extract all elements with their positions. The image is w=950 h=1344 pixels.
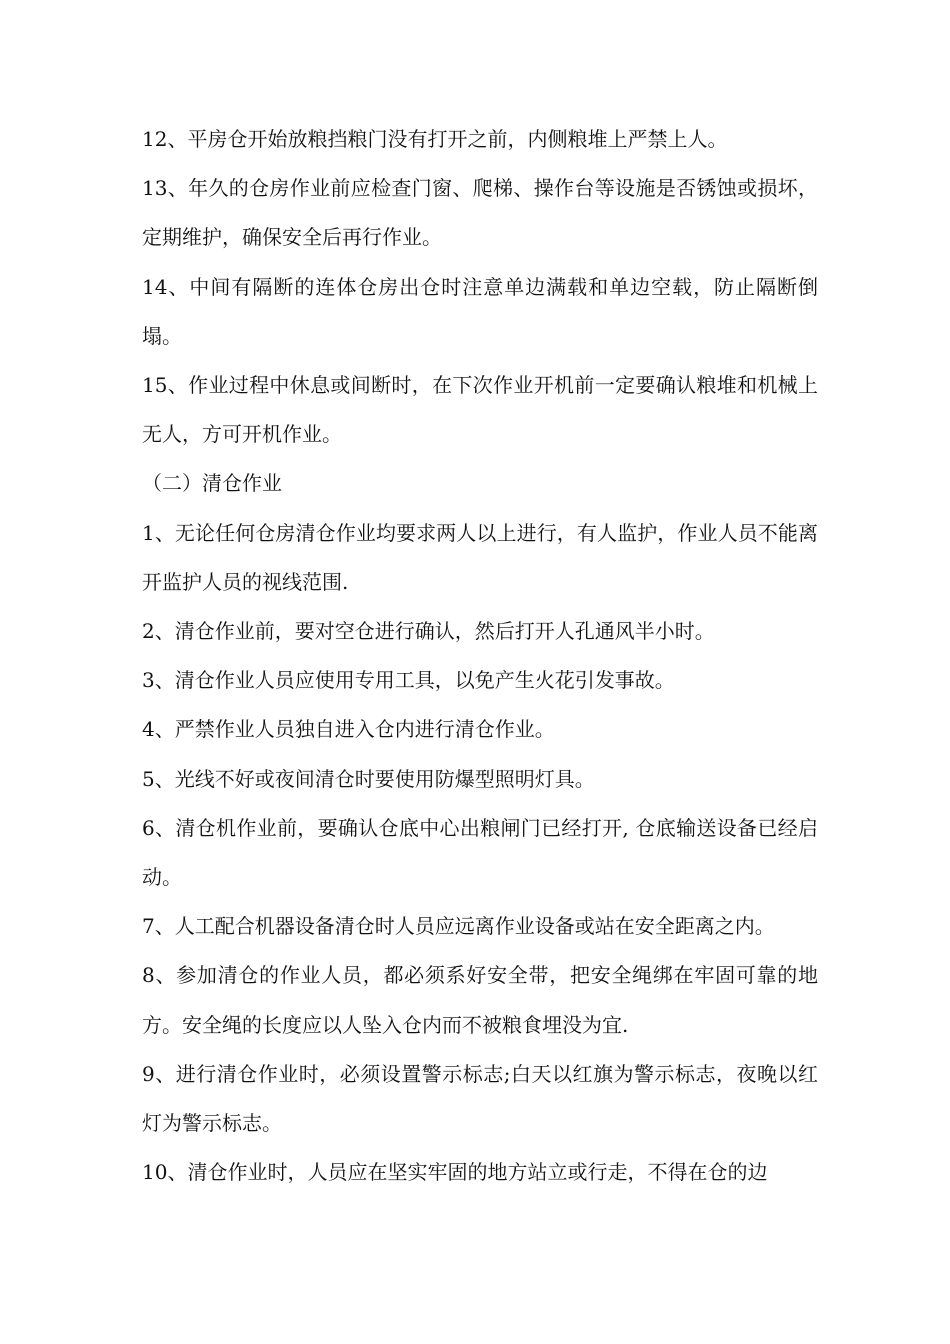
paragraph-cleaning-2: 2、清仓作业前，要对空仓进行确认，然后打开人孔通风半小时。	[142, 619, 715, 644]
paragraph-cleaning-5: 5、光线不好或夜间清仓时要使用防爆型照明灯具。	[142, 766, 595, 791]
section-heading-cleaning: （二）清仓作业	[142, 471, 282, 496]
paragraph-cleaning-4: 4、严禁作业人员独自进入仓内进行清仓作业。	[142, 717, 555, 742]
paragraph-cleaning-10: 10、清仓作业时，人员应在坚实牢固的地方站立或行走，不得在仓的边	[142, 1160, 768, 1185]
paragraph-cleaning-1: 1、无论任何仓房清仓作业均要求两人以上进行，有人监护，作业人员不能离开监护人员的视线范围.	[142, 520, 818, 594]
paragraph-cleaning-7: 7、人工配合机器设备清仓时人员应远离作业设备或站在安全距离之内。	[142, 914, 775, 939]
paragraph-item-15: 15、作业过程中休息或间断时，在下次作业开机前一定要确认粮堆和机械上无人，方可开机作业。	[142, 373, 818, 447]
document-page	[142, 115, 818, 1197]
paragraph-cleaning-9: 9、进行清仓作业时，必须设置警示标志;白天以红旗为警示标志，夜晚以红灯为警示标志。	[142, 1061, 818, 1136]
paragraph-item-14: 14、中间有隔断的连体仓房出仓时注意单边满载和单边空载，防止隔断倒塌。	[142, 274, 818, 348]
paragraph-cleaning-3: 3、清仓作业人员应使用专用工具，以免产生火花引发事故。	[142, 668, 675, 693]
paragraph-cleaning-6: 6、清仓机作业前，要确认仓底中心出粮闸门已经打开, 仓底输送设备已经启动。	[142, 815, 818, 890]
paragraph-cleaning-8: 8、参加清仓的作业人员，都必须系好安全带，把安全绳绑在牢固可靠的地方。安全绳的长度应以人坠入仓内而不被粮食埋没为宜.	[142, 963, 818, 1037]
paragraph-item-13: 13、年久的仓房作业前应检查门窗、爬梯、操作台等设施是否锈蚀或损坏，定期维护，确保安全后再行作业。	[142, 176, 818, 250]
paragraph-item-12: 12、平房仓开始放粮挡粮门没有打开之前，内侧粮堆上严禁上人。	[142, 127, 728, 151]
